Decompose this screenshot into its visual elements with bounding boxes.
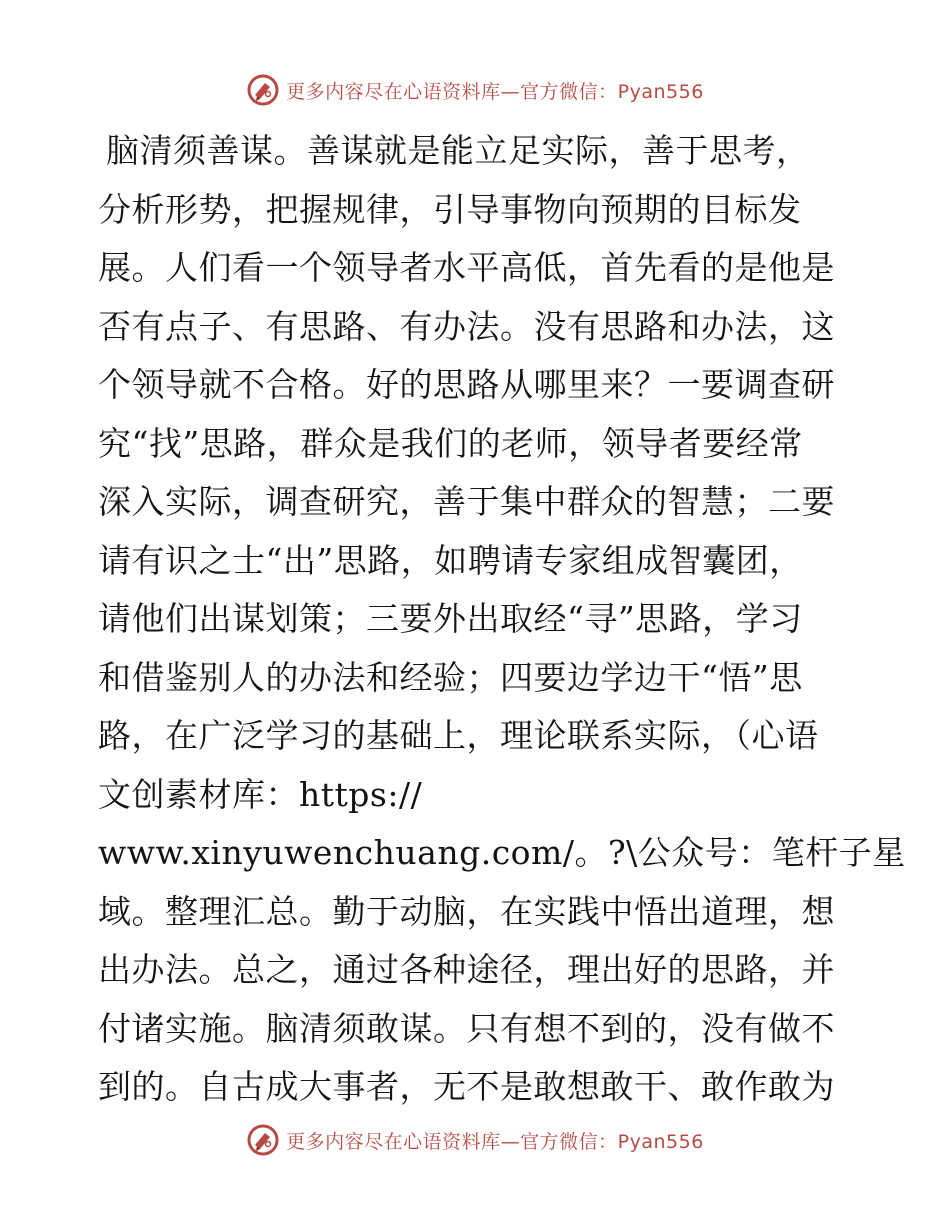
body-line: 请有识之士“出”思路，如聘请专家组成智囊团， [98,540,803,580]
body-line: 深入实际，调查研究，善于集中群众的智慧；二要 [98,482,835,521]
body-line: 文创素材库：https:// [98,774,423,814]
header-watermark [0,70,950,110]
body-line: 和借鉴别人的办法和经验；四要边学边干“悟”思 [98,657,803,697]
body-line: 究“找”思路，群众是我们的老师，领导者要经常 [98,423,803,463]
logo-icon [246,1123,280,1157]
body-line: 脑清须善谋。善谋就是能立足实际，善于思考， [106,131,810,170]
body-line: 否有点子、有思路、有办法。没有思路和办法，这 [98,306,835,346]
body-line: 付诸实施。脑清须敢谋。只有想不到的，没有做不 [98,1008,835,1048]
body-line: 到的。自古成大事者，无不是敢想敢干、敢作敢为 [98,1067,835,1106]
body-line: 个领导就不合格。好的思路从哪里来？一要调查研 [98,365,835,404]
body-line: 域。整理汇总。勤于动脑，在实践中悟出道理，想 [98,891,835,931]
body-line: 路，在广泛学习的基础上，理论联系实际，（心语 [98,716,819,755]
body-line: 展。人们看一个领导者水平高低，首先看的是他是 [98,248,835,287]
watermark-text: 更多内容尽在心语资料库—官方微信：Pyan556 [286,80,704,103]
body-line: 分析形势，把握规律，引导事物向预期的目标发 [98,189,802,229]
logo-icon [246,73,280,107]
body-line: 请他们出谋划策；三要外出取经“寻”思路，学习 [98,599,803,638]
body-line: 出办法。总之，通过各种途径，理出好的思路，并 [98,950,835,989]
footer-watermark [0,1120,950,1160]
watermark-text: 更多内容尽在心语资料库—官方微信：Pyan556 [286,1130,704,1153]
body-line: www.xinyuwenchuang.com/。?\公众号：笔杆子星 [98,833,906,872]
document-body [98,122,906,1117]
